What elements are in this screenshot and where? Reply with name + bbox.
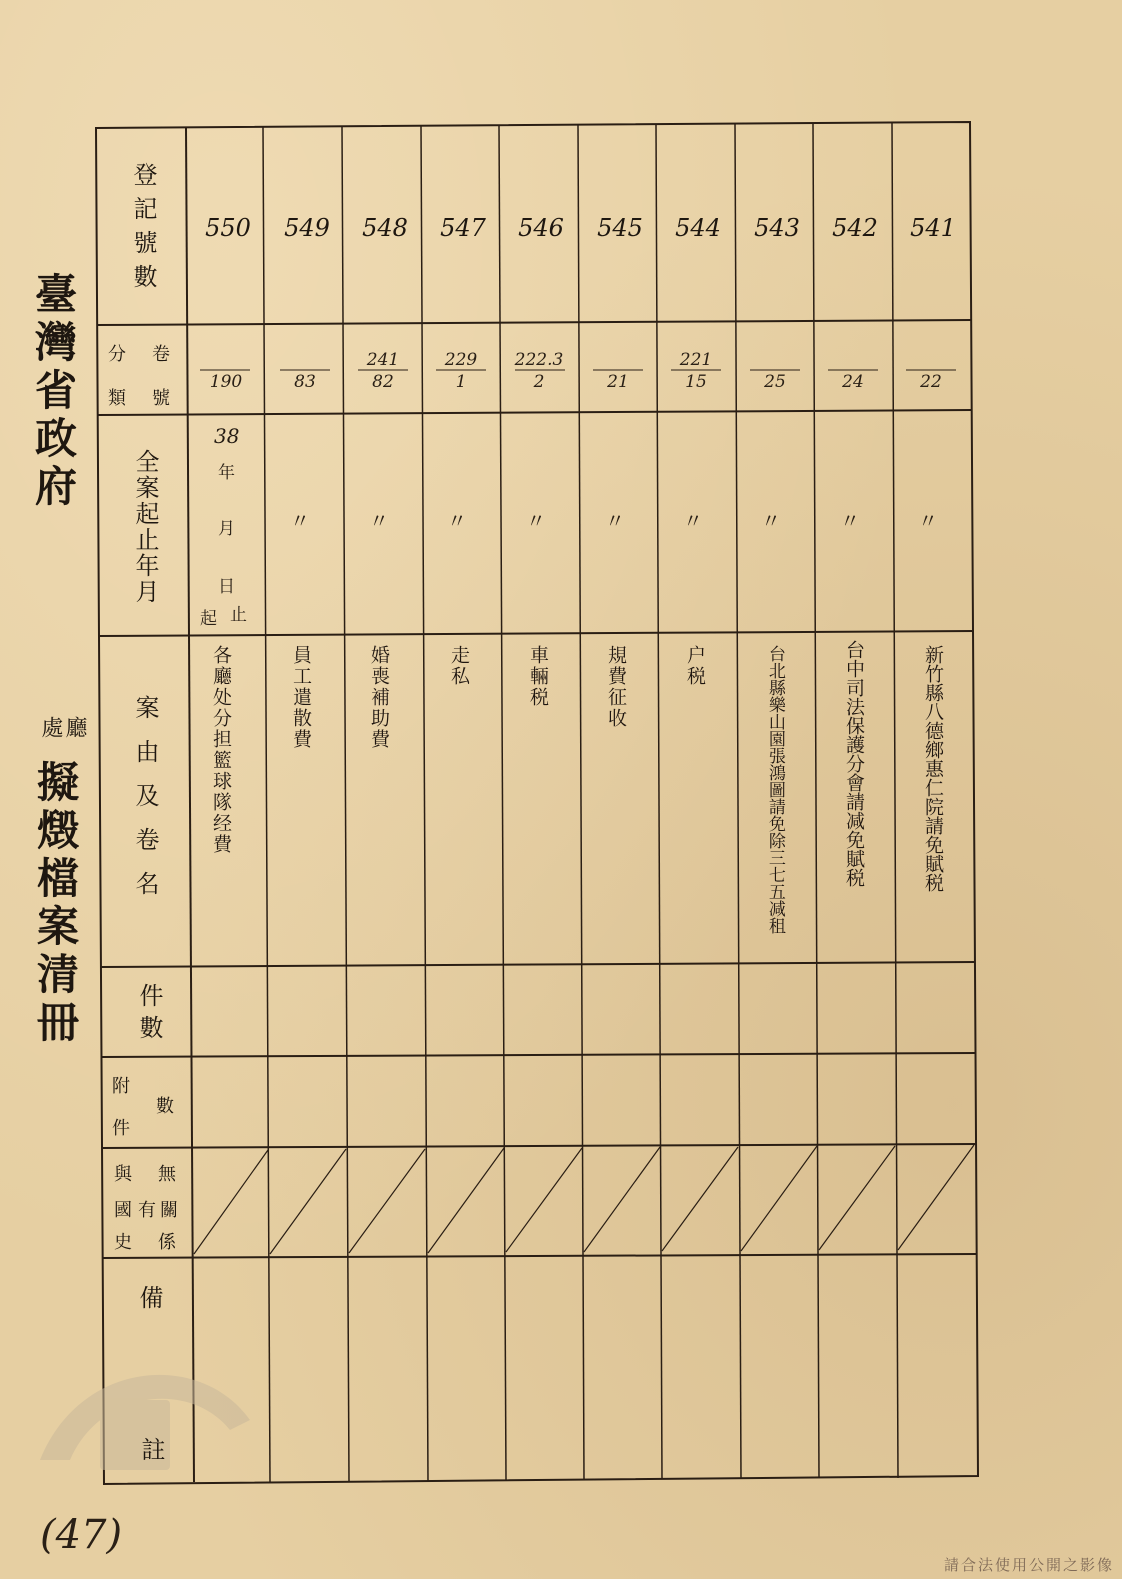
case-subject-541: 新竹縣八德鄉惠仁院請免賦税 <box>921 645 944 892</box>
header-remarks-b: 註 <box>137 1437 165 1471</box>
class-bot-543: 25 <box>764 372 786 392</box>
row-line-7 <box>103 1254 977 1258</box>
header-history-4: 無 <box>158 1164 176 1185</box>
office-label-b: 處 <box>37 716 63 738</box>
ditto-547: 〃 <box>447 509 467 533</box>
class-bot-548: 82 <box>372 372 394 392</box>
case-subject-546: 車輛税 <box>526 645 549 708</box>
start-year-550: 38 <box>214 424 240 448</box>
header-registration-number: 登記號數 <box>129 162 157 298</box>
case-subject-550: 各廳处分担籃球隊经費 <box>209 645 232 855</box>
column-lines <box>263 123 898 1482</box>
class-bot-541: 22 <box>920 372 942 392</box>
row-line-2 <box>98 410 972 415</box>
class-bot-542: 24 <box>842 372 864 392</box>
register-title: 擬燬檔案清冊 <box>31 760 80 1048</box>
header-subject: 案由及卷名 <box>131 695 159 915</box>
class-bot-546: 2 <box>533 372 545 392</box>
case-subject-542: 台中司法保護分會請减免賦税 <box>842 640 865 887</box>
reg-number-550: 550 <box>205 214 251 242</box>
class-bot-545: 21 <box>607 372 629 392</box>
reg-number-547: 547 <box>440 214 486 242</box>
header-classification-a: 分 <box>108 344 126 365</box>
header-period: 全案起止年月 <box>131 449 159 605</box>
reg-number-549: 549 <box>284 214 330 242</box>
reg-number-548: 548 <box>362 214 408 242</box>
usage-notice: 請合法使用公開之影像 <box>943 1556 1114 1574</box>
header-classification-b: 類 <box>108 388 126 409</box>
ditto-544: 〃 <box>683 509 703 533</box>
row-line-5 <box>102 1053 976 1057</box>
reg-number-546: 546 <box>518 214 564 242</box>
case-subject-547: 走私 <box>447 645 470 687</box>
header-history-2: 國 <box>114 1200 132 1221</box>
period-day-label: 日 <box>218 577 235 597</box>
page-number: (47) <box>40 1512 123 1558</box>
ditto-549: 〃 <box>290 509 310 533</box>
reg-number-543: 543 <box>754 214 800 242</box>
header-count: 件數 <box>135 983 163 1047</box>
class-bot-550: 190 <box>209 372 243 392</box>
history-slashes <box>194 1145 974 1254</box>
class-top-546: 222.3 <box>514 350 564 370</box>
ditto-541: 〃 <box>918 509 938 533</box>
office-label-a: 廳 <box>62 716 87 738</box>
header-history-3: 史 <box>114 1232 132 1253</box>
header-volume-a: 卷 <box>152 344 170 365</box>
case-subject-545: 規費征收 <box>604 645 627 729</box>
class-top-547: 229 <box>444 350 478 370</box>
header-remarks-a: 備 <box>135 1285 163 1319</box>
ditto-545: 〃 <box>605 509 625 533</box>
ditto-548: 〃 <box>369 509 389 533</box>
government-title: 臺灣省政府 <box>29 272 78 512</box>
case-subject-548: 婚喪補助費 <box>367 645 390 750</box>
header-history-7: 係 <box>158 1232 176 1253</box>
period-year-label: 年 <box>218 463 235 483</box>
class-bot-544: 15 <box>685 372 707 392</box>
case-subject-544: 户税 <box>683 645 706 687</box>
header-history-5: 有 <box>138 1200 156 1221</box>
ditto-543: 〃 <box>761 509 781 533</box>
header-column-line <box>186 128 194 1482</box>
header-attachment-a: 附 <box>112 1076 130 1097</box>
row-line-4 <box>101 962 975 967</box>
ditto-546: 〃 <box>526 509 546 533</box>
class-bot-549: 83 <box>294 372 316 392</box>
header-history-1: 與 <box>114 1164 132 1185</box>
reg-number-544: 544 <box>675 214 721 242</box>
reg-number-542: 542 <box>832 214 878 242</box>
row-line-3 <box>99 631 974 636</box>
case-subject-543: 台北縣樂山園張鴻圖請免除三七五减租 <box>764 645 785 934</box>
row-line-1 <box>97 320 972 325</box>
reg-number-545: 545 <box>597 214 643 242</box>
class-bot-547: 1 <box>455 372 467 392</box>
class-top-548: 241 <box>366 350 400 370</box>
ditto-542: 〃 <box>840 509 860 533</box>
period-start-label: 起 <box>200 609 217 629</box>
header-volume-b: 號 <box>152 388 170 409</box>
class-top-544: 221 <box>679 350 713 370</box>
header-history-6: 關 <box>160 1200 178 1221</box>
row-line-6 <box>102 1144 976 1148</box>
case-subject-549: 員工遣散費 <box>289 645 312 750</box>
period-end-label: 止 <box>230 605 247 625</box>
header-attachment-b: 件 <box>112 1118 130 1139</box>
period-month-label: 月 <box>218 519 235 539</box>
header-attachment-c: 數 <box>156 1096 174 1117</box>
reg-number-541: 541 <box>910 214 956 242</box>
